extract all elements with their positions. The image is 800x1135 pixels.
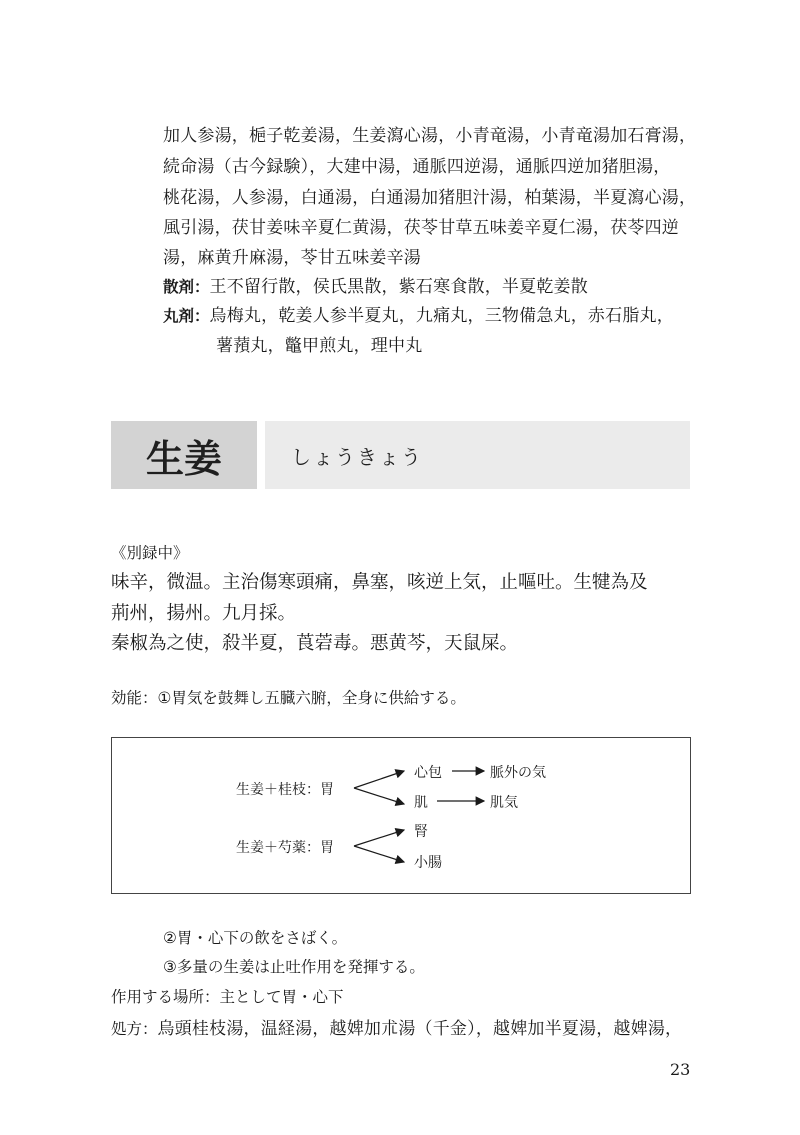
- pills-label: 丸剤：: [163, 307, 210, 325]
- source-line-2: 荊州，揚州。九月採。: [111, 603, 297, 624]
- arrow-to-muscle: [354, 788, 404, 804]
- powders-value: 王不留行散，侯氏黒散，紫石寒食散，半夏乾姜散: [209, 277, 588, 297]
- herb-title: 生姜: [145, 435, 222, 481]
- group1-branch2-target: 肌気: [490, 795, 518, 811]
- efficacy-item-2: ②胃・心下の飲をさばく。: [163, 929, 348, 947]
- prescription-line-3: 桃花湯，人参湯，白通湯，白通湯加猪胆汁湯，柏葉湯，半夏瀉心湯，: [163, 188, 697, 208]
- herb-reading: しょうきょう: [291, 444, 423, 469]
- group2-branch2: 小腸: [414, 855, 442, 871]
- formulas-label: 処方：: [111, 1020, 158, 1038]
- arrow-to-kidney: [354, 830, 404, 846]
- group1-branch1: 心包: [414, 765, 442, 781]
- arrow-to-small-intestine: [354, 846, 404, 862]
- group1-source: 生姜＋桂枝：胃: [236, 782, 334, 798]
- arrow-to-pericardium: [354, 771, 404, 788]
- group2-source: 生姜＋芍薬：胃: [236, 840, 334, 856]
- prescription-line-1: 加人参湯，梔子乾姜湯，生姜瀉心湯，小青竜湯，小青竜湯加石膏湯，: [163, 126, 697, 146]
- group1-branch2: 肌: [414, 795, 428, 811]
- pills-line-2: 薯蕷丸，鼈甲煎丸，理中丸: [216, 336, 423, 356]
- pills-value: 烏梅丸，乾姜人参半夏丸，九痛丸，三物備急丸，赤石脂丸，: [209, 306, 674, 326]
- action-site-label: 作用する場所：: [111, 988, 220, 1006]
- mechanism-diagram: [111, 737, 691, 894]
- source-line-1: 味辛，微温。主治傷寒頭痛，鼻塞，咳逆上気，止嘔吐。生犍為及: [111, 572, 648, 593]
- formulas-value: 烏頭桂枝湯，温経湯，越婢加朮湯（千金），越婢加半夏湯，越婢湯，: [157, 1019, 683, 1039]
- pills-row: [163, 301, 674, 326]
- powders-label: 散剤：: [163, 278, 210, 296]
- efficacy-label: 効能：: [111, 689, 158, 707]
- group2-branch1: 腎: [414, 824, 428, 840]
- action-site-value: 主として胃・心下: [219, 988, 344, 1006]
- group1-branch1-target: 脈外の気: [490, 765, 546, 781]
- efficacy-row: [111, 686, 466, 708]
- prescription-line-5: 湯，麻黄升麻湯，苓甘五味姜辛湯: [163, 248, 421, 268]
- source-line-3: 秦椒為之使，殺半夏，莨菪毒。悪黄芩，天鼠屎。: [111, 633, 519, 654]
- formulas-row: [111, 1014, 682, 1039]
- prescription-line-2: 続命湯（古今録験），大建中湯，通脈四逆湯，通脈四逆加猪胆湯，: [163, 157, 671, 177]
- herb-reading-bar: [265, 421, 690, 489]
- source-label: 《別録中》: [111, 544, 189, 562]
- diagram-arrows: [112, 738, 690, 893]
- efficacy-item-1: ①胃気を鼓舞し五臓六腑，全身に供給する。: [157, 689, 466, 707]
- powders-row: [163, 272, 588, 297]
- page-number: 23: [670, 1060, 691, 1079]
- prescription-line-4: 風引湯，茯甘姜味辛夏仁黄湯，茯苓甘草五味姜辛夏仁湯，茯苓四逆: [163, 218, 679, 238]
- efficacy-item-3: ③多量の生姜は止吐作用を発揮する。: [163, 958, 425, 976]
- herb-heading-box: [111, 421, 257, 489]
- action-site-row: [111, 985, 344, 1007]
